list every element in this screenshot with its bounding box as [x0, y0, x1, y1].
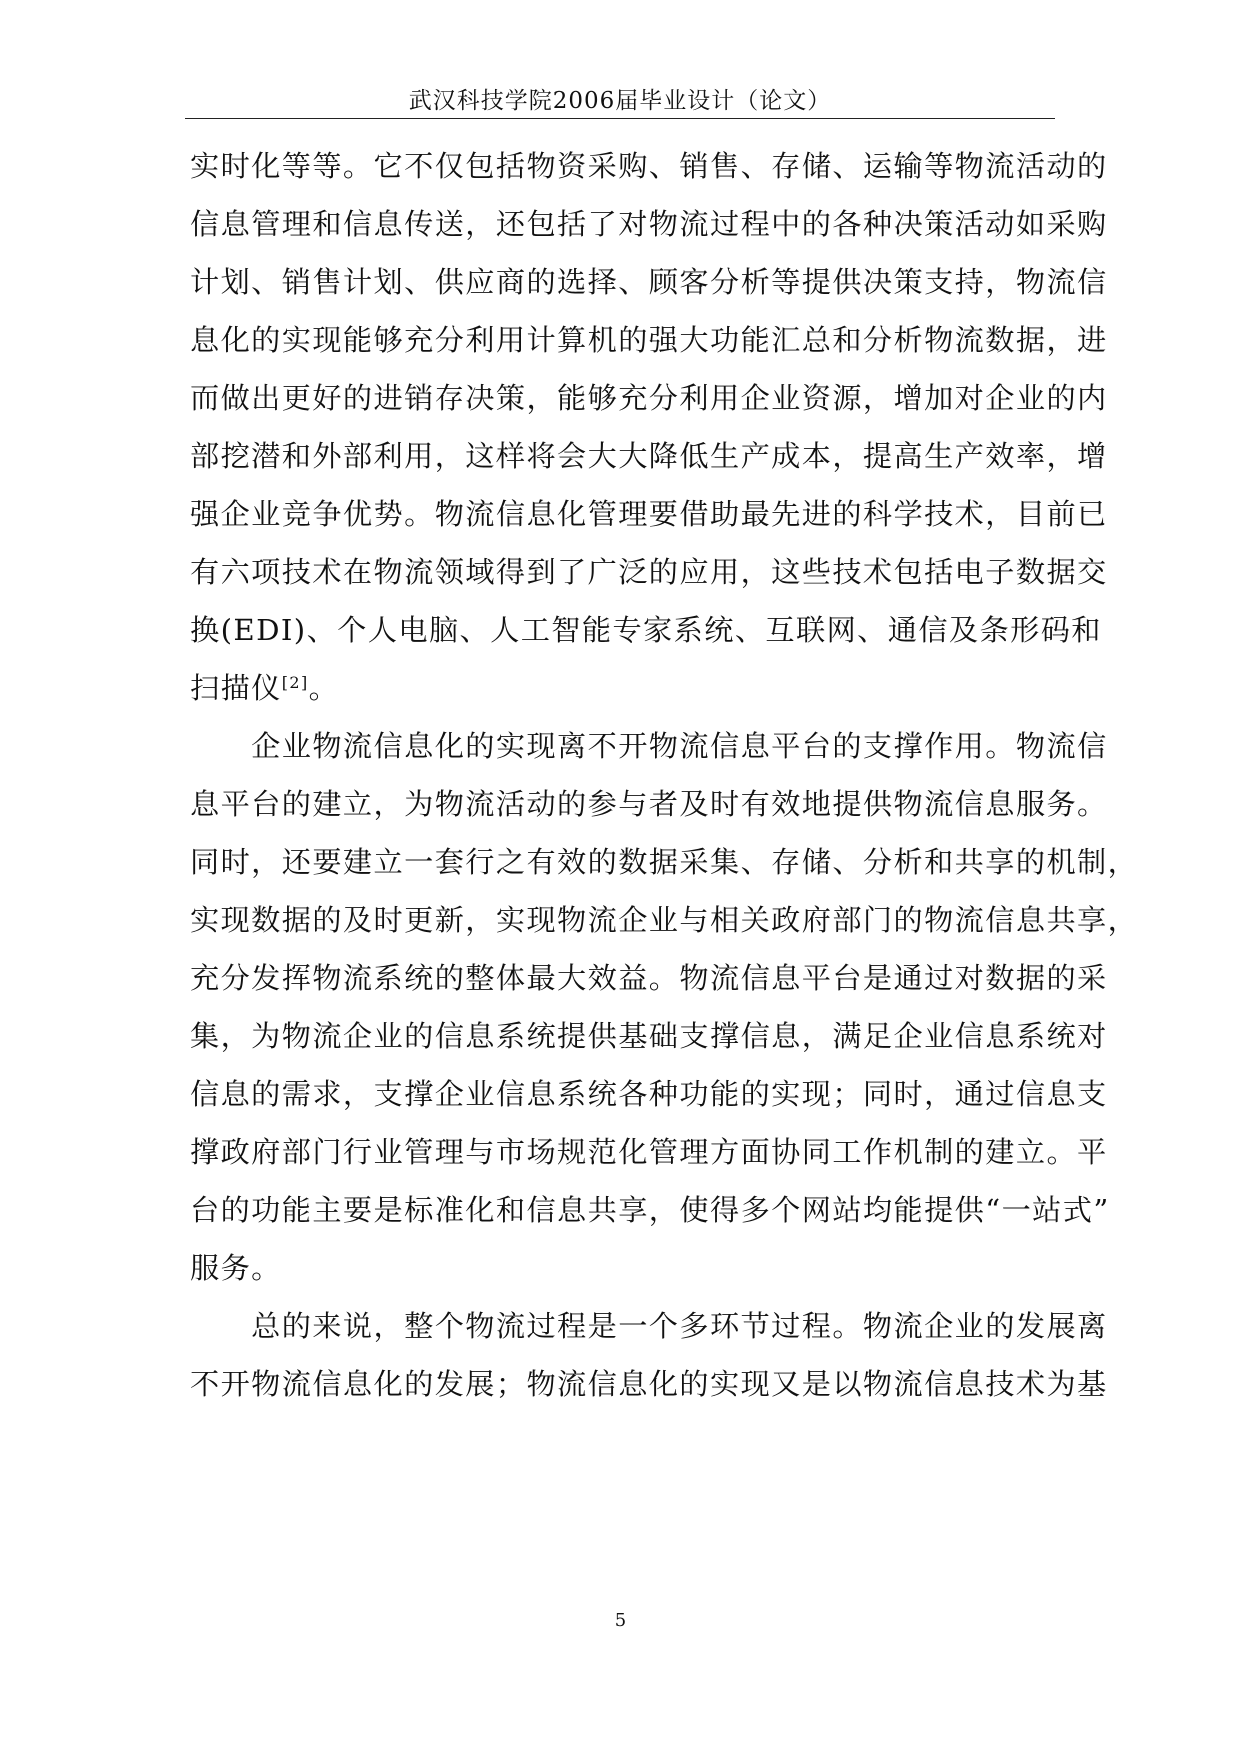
text-fragment: 。 — [308, 671, 340, 705]
text-line: 息化的实现能够充分利用计算机的强大功能汇总和分析物流数据，进 — [190, 323, 1108, 357]
text-line: 有六项技术在物流领域得到了广泛的应用，这些技术包括电子数据交 — [190, 555, 1108, 589]
text-line: 同时，还要建立一套行之有效的数据采集、存储、分析和共享的机制， — [190, 845, 1139, 879]
text-line: 充分发挥物流系统的整体最大效益。物流信息平台是通过对数据的采 — [190, 961, 1108, 995]
text-line: 集，为物流企业的信息系统提供基础支撑信息，满足企业信息系统对 — [190, 1019, 1108, 1053]
text-line: 而做出更好的进销存决策，能够充分利用企业资源，增加对企业的内 — [190, 381, 1108, 415]
header-rule — [185, 118, 1055, 119]
text-fragment: 扫描仪 — [190, 671, 282, 705]
text-line: 不开物流信息化的发展；物流信息化的实现又是以物流信息技术为基 — [190, 1367, 1108, 1401]
text-line: 信息管理和信息传送，还包括了对物流过程中的各种决策活动如采购 — [190, 207, 1108, 241]
text-line: 息平台的建立，为物流活动的参与者及时有效地提供物流信息服务。 — [190, 787, 1108, 821]
text-line: 计划、销售计划、供应商的选择、顾客分析等提供决策支持，物流信 — [190, 265, 1108, 299]
text-line: 部挖潜和外部利用，这样将会大大降低生产成本，提高生产效率，增 — [190, 439, 1108, 473]
text-line: 信息的需求，支撑企业信息系统各种功能的实现；同时，通过信息支 — [190, 1077, 1108, 1111]
text-line: 总的来说，整个物流过程是一个多环节过程。物流企业的发展离 — [190, 1309, 1108, 1343]
text-line — [190, 668, 1056, 708]
text-line: 换(EDI)、个人电脑、人工智能专家系统、互联网、通信及条形码和 — [190, 613, 1102, 647]
page-number: 5 — [614, 1610, 627, 1631]
text-line: 撑政府部门行业管理与市场规范化管理方面协同工作机制的建立。平 — [190, 1135, 1108, 1169]
text-line: 强企业竞争优势。物流信息化管理要借助最先进的科学技术，目前已 — [190, 497, 1108, 531]
text-line: 企业物流信息化的实现离不开物流信息平台的支撑作用。物流信 — [190, 729, 1108, 763]
text-line: 服务。 — [190, 1251, 282, 1285]
text-line: 实时化等等。它不仅包括物资采购、销售、存储、运输等物流活动的 — [190, 149, 1108, 183]
page-header: 武汉科技学院2006届毕业设计（论文） — [408, 88, 832, 114]
citation-marker: [2] — [281, 673, 309, 692]
text-line: 实现数据的及时更新，实现物流企业与相关政府部门的物流信息共享， — [190, 903, 1139, 937]
text-line: 台的功能主要是标准化和信息共享，使得多个网站均能提供“一站式” — [190, 1193, 1110, 1227]
